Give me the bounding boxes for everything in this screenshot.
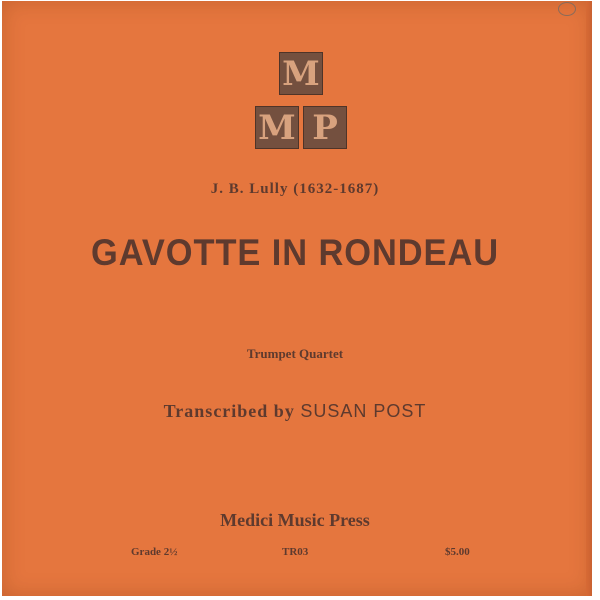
monogram-letter: M bbox=[258, 107, 296, 148]
piece-title: GAVOTTE IN RONDEAU bbox=[90, 232, 500, 273]
instrumentation-label: Trumpet Quartet bbox=[246, 346, 344, 361]
catalog-number: TR03 bbox=[282, 546, 309, 558]
arranger-name: SUSAN POST bbox=[300, 401, 427, 421]
page-edge bbox=[586, 1, 592, 596]
monogram-tile-bottom-right bbox=[303, 106, 347, 149]
transcription-credit bbox=[0, 401, 590, 422]
handwritten-mark bbox=[558, 2, 576, 16]
transcription-prefix: Transcribed by bbox=[163, 401, 295, 421]
monogram-letter: M bbox=[282, 53, 320, 94]
publisher-name: Medici Music Press bbox=[220, 510, 370, 530]
publisher-monogram-logo bbox=[255, 52, 350, 154]
monogram-letter: P bbox=[312, 107, 338, 148]
monogram-tile-bottom-left bbox=[255, 106, 299, 149]
monogram-tile-top bbox=[279, 52, 323, 95]
composer-credit: J. B. Lully (1632-1687) bbox=[210, 181, 380, 197]
price-label: $5.00 bbox=[445, 546, 470, 558]
grade-label: Grade 2½ bbox=[131, 546, 178, 558]
